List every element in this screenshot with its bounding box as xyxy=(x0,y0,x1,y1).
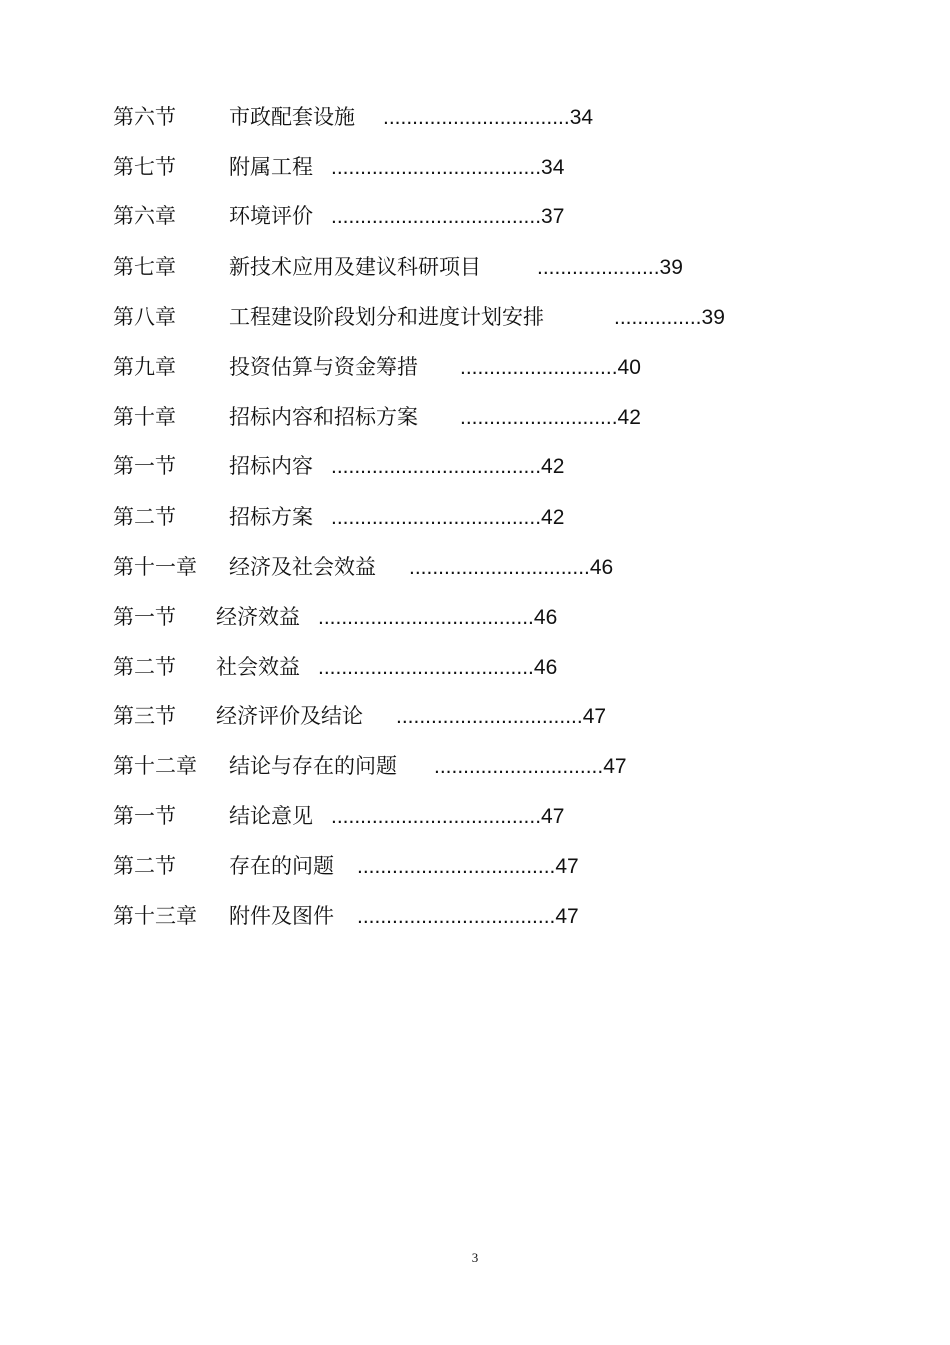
toc-entry-title: 附件及图件 xyxy=(229,904,334,928)
toc-entry[interactable] xyxy=(113,751,627,781)
toc-entry-title: 经济及社会效益 xyxy=(229,555,376,579)
toc-entry-number: 第六章 xyxy=(113,204,176,228)
toc-entry[interactable] xyxy=(113,352,641,382)
toc-entry-leader: .................................... xyxy=(331,805,542,828)
toc-entry-leader: ................................ xyxy=(396,705,583,728)
toc-entry-title: 结论意见 xyxy=(229,804,313,828)
toc-entry-page: 47 xyxy=(603,755,627,778)
toc-entry[interactable] xyxy=(113,701,606,731)
toc-entry-leader: ................................ xyxy=(383,106,570,129)
toc-entry[interactable] xyxy=(113,851,579,881)
toc-entry-leader: .................................... xyxy=(331,506,542,529)
toc-entry-page: 39 xyxy=(659,256,683,279)
toc-entry-number: 第二节 xyxy=(113,505,176,529)
toc-entry-number: 第九章 xyxy=(113,355,176,379)
toc-entry[interactable] xyxy=(113,801,564,831)
toc-entry[interactable] xyxy=(113,901,579,931)
toc-entry-leader: ........................... xyxy=(460,356,618,379)
toc-entry[interactable] xyxy=(113,252,683,282)
toc-entry-number: 第八章 xyxy=(113,305,176,329)
toc-entry-title: 新技术应用及建议科研项目 xyxy=(229,255,481,279)
toc-entry-leader: ..................................... xyxy=(318,606,534,629)
toc-entry-number: 第十二章 xyxy=(113,754,197,778)
toc-entry-number: 第一节 xyxy=(113,804,176,828)
toc-entry-number: 第一节 xyxy=(113,454,176,478)
toc-entry[interactable] xyxy=(113,552,613,582)
toc-entry-leader: .................................... xyxy=(331,455,542,478)
toc-entry-page: 34 xyxy=(569,106,594,129)
toc-entry-page: 39 xyxy=(701,306,725,329)
toc-entry-number: 第十章 xyxy=(113,405,176,429)
toc-entry-number: 第七章 xyxy=(113,255,176,279)
toc-entry-leader: ............................. xyxy=(434,755,604,778)
toc-entry-title: 工程建设阶段划分和进度计划安排 xyxy=(229,305,544,329)
toc-entry-title: 招标内容 xyxy=(229,454,313,478)
toc-entry[interactable] xyxy=(113,402,641,432)
toc-entry-title: 招标内容和招标方案 xyxy=(229,405,418,429)
toc-entry-page: 34 xyxy=(541,156,565,179)
toc-entry-number: 第六节 xyxy=(113,105,176,129)
page-number: 3 xyxy=(471,1250,479,1265)
toc-entry-title: 经济评价及结论 xyxy=(216,704,363,728)
toc-entry-page: 46 xyxy=(533,606,558,629)
toc-entry-page: 42 xyxy=(617,406,641,429)
toc-entry-number: 第二节 xyxy=(113,854,176,878)
toc-entry-leader: ........................... xyxy=(460,406,618,429)
toc-entry-title: 存在的问题 xyxy=(229,854,334,878)
toc-entry-page: 47 xyxy=(555,855,579,878)
toc-entry-title: 经济效益 xyxy=(216,605,300,629)
toc-entry-number: 第二节 xyxy=(113,655,176,679)
toc-entry-number: 第一节 xyxy=(113,605,176,629)
toc-entry-title: 市政配套设施 xyxy=(229,105,355,129)
toc-entry-page: 47 xyxy=(555,905,579,928)
toc-entry[interactable] xyxy=(113,102,593,132)
toc-entry-page: 42 xyxy=(541,506,565,529)
toc-entry[interactable] xyxy=(113,302,725,332)
toc-entry[interactable] xyxy=(113,201,564,231)
toc-entry-page: 46 xyxy=(533,656,558,679)
toc-entry[interactable] xyxy=(113,502,564,532)
toc-entry-title: 结论与存在的问题 xyxy=(229,754,397,778)
toc-entry-number: 第三节 xyxy=(113,704,176,728)
toc-entry-title: 附属工程 xyxy=(229,155,313,179)
toc-entry-page: 47 xyxy=(582,705,607,728)
toc-entry-leader: .................................... xyxy=(331,156,542,179)
toc-entry-title: 社会效益 xyxy=(216,655,300,679)
toc-entry-title: 投资估算与资金筹措 xyxy=(229,355,418,379)
toc-entry[interactable] xyxy=(113,451,564,481)
toc-entry-number: 第七节 xyxy=(113,155,176,179)
toc-entry-leader: ..................... xyxy=(537,256,660,279)
toc-entry[interactable] xyxy=(113,652,557,682)
toc-entry-number: 第十三章 xyxy=(113,904,197,928)
toc-entry[interactable] xyxy=(113,602,557,632)
toc-entry-title: 招标方案 xyxy=(229,505,313,529)
toc-entry-leader: ............... xyxy=(614,306,702,329)
toc-entry-page: 37 xyxy=(541,205,565,228)
toc-entry-leader: .................................. xyxy=(357,855,556,878)
toc-entry[interactable] xyxy=(113,152,564,182)
toc-entry-page: 42 xyxy=(541,455,565,478)
toc-entry-page: 47 xyxy=(541,805,565,828)
toc-entry-title: 环境评价 xyxy=(229,204,313,228)
toc-entry-page: 46 xyxy=(589,556,614,579)
toc-entry-number: 第十一章 xyxy=(113,555,197,579)
toc-entry-leader: ..................................... xyxy=(318,656,534,679)
toc-entry-page: 40 xyxy=(617,356,641,379)
toc-entry-leader: .................................... xyxy=(331,205,542,228)
toc-entry-leader: ............................... xyxy=(409,556,590,579)
toc-entry-leader: .................................. xyxy=(357,905,556,928)
